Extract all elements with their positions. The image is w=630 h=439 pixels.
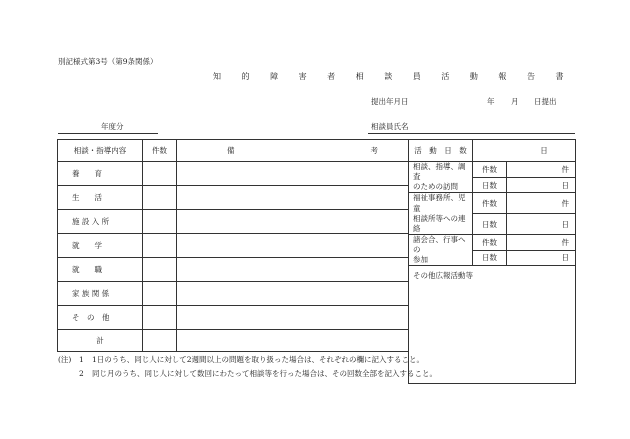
name-line	[368, 133, 575, 134]
row-notes-cell[interactable]	[177, 258, 409, 282]
value-days[interactable]: 日	[507, 214, 576, 235]
note1-number: 1	[79, 355, 84, 364]
date-month: 月	[511, 97, 519, 106]
row-label: 就 職	[58, 258, 143, 282]
row-notes-cell[interactable]	[177, 330, 409, 352]
row-notes-cell[interactable]	[177, 282, 409, 306]
header-count: 件数	[143, 140, 177, 162]
row-notes-cell[interactable]	[177, 162, 409, 186]
fiscal-year-label: 年度分	[101, 122, 124, 131]
row-label-total: 計	[58, 330, 143, 352]
value-count[interactable]: 件	[507, 234, 576, 250]
unit-days: 日数	[473, 214, 507, 235]
activity-meetings: 諸会合、行事への 参加	[409, 234, 473, 265]
row-label: そ の 他	[58, 306, 143, 330]
activity-table	[408, 139, 576, 384]
unit-count: 件数	[473, 162, 507, 178]
row-label: 生 活	[58, 186, 143, 210]
row-count-cell[interactable]	[143, 282, 177, 306]
other-activity-cell[interactable]	[409, 266, 576, 384]
date-year: 年	[487, 97, 495, 106]
header-notes: 備 考	[177, 140, 409, 162]
unit-days: 日数	[473, 250, 507, 266]
activity-visit: 相談、指導、調査 のための訪問	[409, 162, 473, 193]
header-activity: 活 動 日 数	[409, 140, 473, 162]
row-count-cell[interactable]	[143, 186, 177, 210]
row-count-cell[interactable]	[143, 258, 177, 282]
form-code: 別記様式第3号（第9条関係）	[58, 57, 158, 66]
unit-days: 日数	[473, 177, 507, 193]
activity-contact: 福祉事務所、児童 相談所等への連絡	[409, 193, 473, 235]
note2-number: 2	[79, 369, 84, 378]
row-label: 就 学	[58, 234, 143, 258]
note2-text: 同じ月のうち、同じ人に対して数回にわたって相談等を行った場合は、その回数全部を記入すること。	[92, 369, 437, 378]
page-title: 知 的 障 害 者 相 談 員 活 動 報 告 書	[213, 72, 573, 81]
value-count[interactable]: 件	[507, 193, 576, 214]
row-notes-cell[interactable]	[177, 210, 409, 234]
row-notes-cell[interactable]	[177, 186, 409, 210]
unit-count: 件数	[473, 234, 507, 250]
row-count-cell[interactable]	[143, 306, 177, 330]
note1-text: 1日のうち、同じ人に対して2週間以上の問題を取り扱った場合は、それぞれの欄に記入すること。	[92, 355, 425, 364]
row-notes-cell[interactable]	[177, 234, 409, 258]
row-label: 家 族 関 係	[58, 282, 143, 306]
value-days[interactable]: 日	[507, 177, 576, 193]
row-label: 養 育	[58, 162, 143, 186]
row-count-cell[interactable]	[143, 210, 177, 234]
row-label: 施 設 入 所	[58, 210, 143, 234]
other-activity-label: その他広報活動等	[413, 271, 473, 281]
unit-count: 件数	[473, 193, 507, 214]
value-count[interactable]: 件	[507, 162, 576, 178]
row-notes-cell[interactable]	[177, 306, 409, 330]
row-count-cell[interactable]	[143, 330, 177, 352]
date-day: 日提出	[534, 97, 557, 106]
header-day: 日	[473, 140, 576, 162]
row-count-cell[interactable]	[143, 162, 177, 186]
notes-prefix: (注)	[58, 355, 72, 364]
fiscal-year-line	[58, 133, 158, 134]
consultation-table	[57, 139, 409, 352]
submit-date-label: 提出年月日	[371, 97, 409, 106]
name-label: 相談員氏名	[371, 122, 409, 131]
row-count-cell[interactable]	[143, 234, 177, 258]
value-days[interactable]: 日	[507, 250, 576, 266]
header-content: 相談・指導内容	[58, 140, 143, 162]
